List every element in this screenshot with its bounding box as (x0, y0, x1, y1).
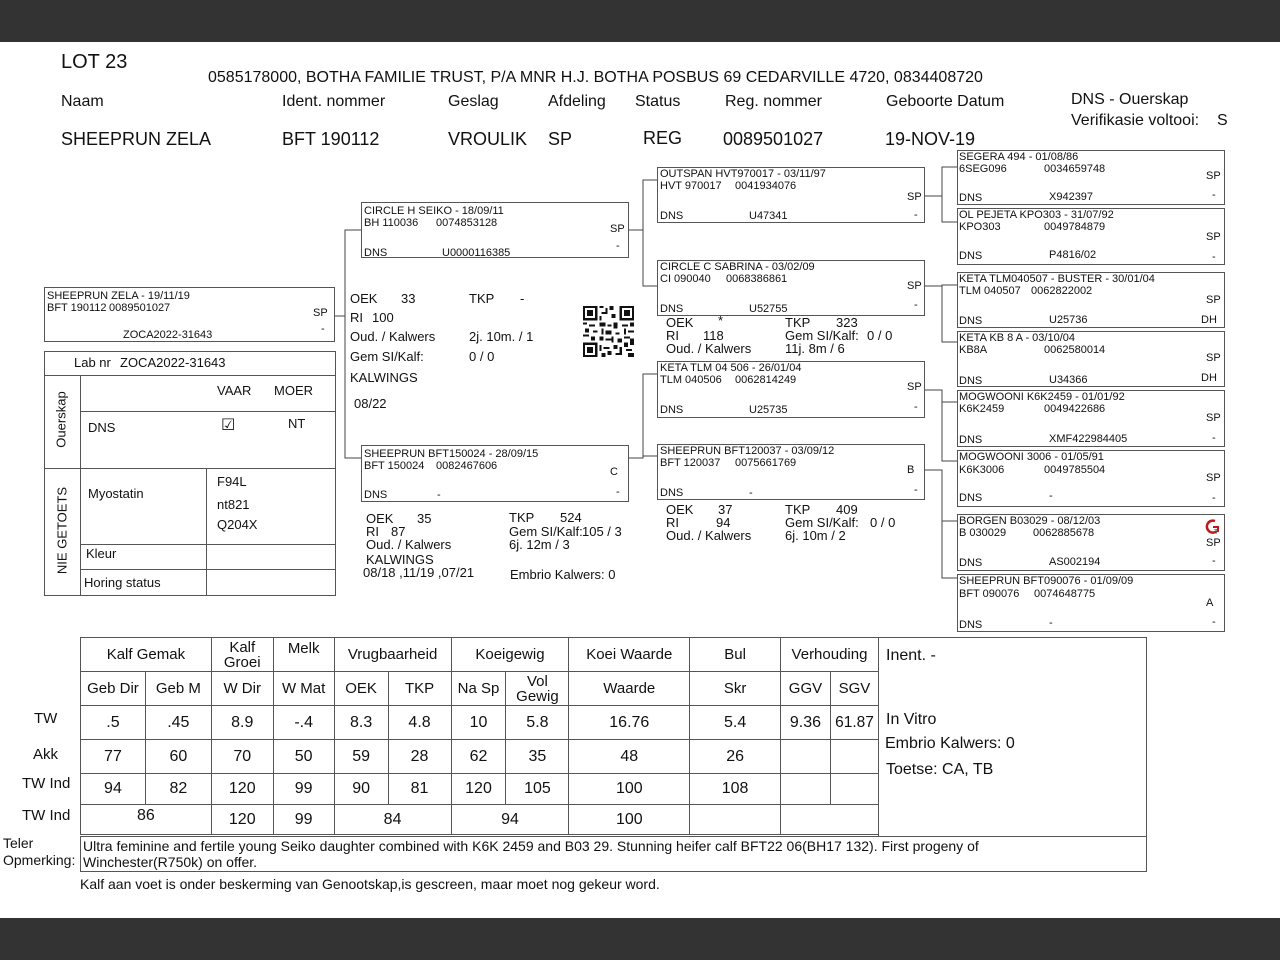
ggp-dash: - (1212, 492, 1216, 504)
table-row (81, 774, 879, 805)
ggp-dns-label: DNS (959, 192, 983, 204)
cell: 105 (506, 774, 569, 805)
lab-panel (44, 351, 336, 596)
row-label-tw-ind: TW Ind (22, 775, 71, 792)
col-ggv: GGV (781, 672, 831, 706)
sire-afdeling: SP (610, 223, 625, 235)
gp-afdeling: B (907, 464, 915, 476)
cell: 77 (81, 740, 146, 774)
gp-dns: U47341 (749, 210, 788, 222)
header-naam: Naam (61, 93, 104, 110)
cell: 5.8 (506, 706, 569, 740)
cell: 48 (569, 740, 690, 774)
col-oek: OEK (334, 672, 388, 706)
great-grandparent-box (957, 272, 1225, 328)
lot-number: LOT 23 (61, 51, 128, 73)
ggp-dns: AS002194 (1049, 556, 1101, 568)
cell: 86 (81, 805, 212, 835)
ggp-ident: KB8A (959, 344, 988, 356)
col-waarde: Waarde (569, 672, 690, 706)
granddam-ri: 94 (716, 515, 731, 530)
ggp-dns: XMF422984405 (1049, 433, 1128, 445)
great-grandparent-box (957, 390, 1225, 447)
ggp-afdeling: SP (1206, 231, 1221, 243)
gp-reg: 0062814249 (735, 374, 797, 386)
ggp-reg: 0034659748 (1044, 163, 1106, 175)
footer-note: Kalf aan voet is onder beskerming van Genootskap,is gescreen, maar moet nog gekeur word. (80, 876, 660, 892)
vaar-dns-checkbox: ☑ (221, 417, 236, 434)
remark-text-line-1: Ultra feminine and fertile young Seiko daughter combined with K6K 2459 and B03 29. Stunning heifer calf BFT22 06(BH17 132). First progeny of (83, 838, 979, 854)
dam-oud-label: Oud. / Kalwers (366, 537, 452, 552)
col-w-mat: W Mat (273, 672, 334, 706)
sire-dns-label: DNS (364, 247, 388, 259)
granddam-tkp-label: TKP (785, 502, 811, 517)
ggp-dns: - (1049, 490, 1053, 502)
myostatin-value-2: nt821 (217, 497, 250, 512)
ggp-dash: - (1212, 432, 1216, 444)
group-verhouding: Verhouding (781, 638, 879, 672)
group-melk: Melk (273, 638, 334, 672)
ggp-dash: - (1212, 189, 1216, 201)
cell: 62 (451, 740, 506, 774)
self-lab: ZOCA2022-31643 (123, 329, 213, 341)
kleur-label: Kleur (86, 546, 117, 561)
sire-box (361, 202, 629, 258)
ggp-dash: DH (1201, 314, 1217, 326)
breeder-logo-icon (1204, 519, 1222, 535)
nie-getoets-label: NIE GETOETS (54, 486, 70, 575)
dam-title: SHEEPRUN BFT150024 - 28/09/15 (364, 448, 539, 460)
dam-dns: - (437, 489, 441, 501)
ggp-dns-label: DNS (959, 492, 983, 504)
sabrina-ri-label: RI (666, 328, 679, 343)
ggp-ident: KPO303 (959, 221, 1001, 233)
self-ri: 100 (372, 310, 394, 325)
self-oek: 33 (401, 291, 416, 306)
gp-title: OUTSPAN HVT970017 - 03/11/97 (660, 168, 826, 180)
ggp-dns: P4816/02 (1049, 249, 1097, 261)
great-grandparent-box (957, 450, 1225, 507)
animal-status: REG (643, 128, 683, 148)
ggp-afdeling: SP (1206, 537, 1221, 549)
toetse-text: Toetse: CA, TB (886, 761, 994, 778)
header-verifikasie: Verifikasie voltooi: (1071, 112, 1200, 129)
ggp-afdeling: A (1206, 597, 1214, 609)
sabrina-oek-label: OEK (666, 315, 694, 330)
ggp-title: MOGWOONI K6K2459 - 01/01/92 (959, 391, 1125, 403)
great-grandparent-box (957, 331, 1225, 387)
cell: 16.76 (569, 706, 690, 740)
ggp-dns-label: DNS (959, 315, 983, 327)
cell: .45 (145, 706, 211, 740)
cell (830, 774, 878, 805)
great-grandparent-box (957, 150, 1225, 205)
sabrina-tkp: 323 (836, 315, 858, 330)
ggp-dns-label: DNS (959, 434, 983, 446)
sabrina-oud-label: Oud. / Kalwers (666, 341, 752, 356)
self-oud: 2j. 10m. / 1 (469, 329, 534, 344)
grandparent-box (657, 260, 925, 316)
dam-afdeling: C (610, 466, 618, 478)
group-koei-waarde: Koei Waarde (569, 638, 690, 672)
side-info-box (878, 637, 1147, 837)
sire-title: CIRCLE H SEIKO - 18/09/11 (364, 205, 504, 217)
cell: 61.87 (830, 706, 878, 740)
sabrina-gem: 0 / 0 (867, 328, 893, 343)
self-dash: - (321, 323, 325, 335)
ouerskap-label: Ouerskap (53, 391, 69, 448)
cell: 35 (506, 740, 569, 774)
col-skr: Skr (690, 672, 781, 706)
cell: 84 (334, 805, 451, 835)
cell: 94 (81, 774, 146, 805)
header-reg: Reg. nommer (725, 93, 822, 110)
ggp-afdeling: SP (1206, 170, 1221, 182)
dns-label: DNS (88, 420, 116, 435)
gp-afdeling: SP (907, 191, 922, 203)
dam-gem-label: Gem SI/Kalf: (509, 524, 583, 539)
dam-ri-label: RI (366, 524, 379, 539)
gp-ident: TLM 040506 (660, 374, 722, 386)
ggp-title: KETA KB 8 A - 03/10/04 (959, 332, 1075, 344)
ggp-reg: 0062822002 (1031, 285, 1093, 297)
gp-title: CIRCLE C SABRINA - 03/02/09 (660, 261, 815, 273)
self-oek-label: OEK (350, 291, 378, 306)
ggp-title: OL PEJETA KPO303 - 31/07/92 (959, 209, 1114, 221)
cell: 50 (273, 740, 334, 774)
sabrina-gem-label: Gem SI/Kalf: (785, 328, 859, 343)
gp-dns-label: DNS (660, 303, 684, 315)
cell: 99 (273, 805, 334, 835)
animal-afdeling: SP (548, 129, 573, 149)
ggp-ident: BFT 090076 (959, 588, 1020, 600)
ggp-dns: U34366 (1049, 374, 1088, 386)
sabrina-tkp-label: TKP (785, 315, 811, 330)
group-bul: Bul (690, 638, 781, 672)
gp-title: SHEEPRUN BFT120037 - 03/09/12 (660, 445, 835, 457)
dam-oud: 6j. 12m / 3 (509, 537, 570, 552)
ggp-reg: 0074648775 (1034, 588, 1096, 600)
granddam-ri-label: RI (666, 515, 679, 530)
lab-value: ZOCA2022-31643 (120, 355, 226, 370)
gp-dns-label: DNS (660, 487, 684, 499)
animal-name: SHEEPRUN ZELA (61, 129, 212, 149)
myostatin-label: Myostatin (88, 486, 144, 501)
self-oud-label: Oud. / Kalwers (350, 329, 436, 344)
cell: 90 (334, 774, 388, 805)
horing-label: Horing status (84, 575, 161, 590)
cell: 10 (451, 706, 506, 740)
remark-text-line-2: Winchester(R750k) on offer. (83, 854, 258, 870)
granddam-gem: 0 / 0 (870, 515, 896, 530)
gp-reg: 0041934076 (735, 180, 797, 192)
animal-ident: BFT 190112 (282, 129, 380, 149)
sire-dns: U0000116385 (442, 247, 511, 259)
self-gem: 0 / 0 (469, 349, 495, 364)
ggp-ident: B 030029 (959, 527, 1007, 539)
ggp-title: BORGEN B03029 - 08/12/03 (959, 515, 1101, 527)
grandparent-box (657, 167, 925, 223)
cell: -.4 (273, 706, 334, 740)
ebv-table (80, 637, 879, 835)
cell: 100 (569, 805, 690, 835)
cell: .5 (81, 706, 146, 740)
dam-reg: 0082467606 (436, 460, 498, 472)
ggp-afdeling: SP (1206, 472, 1221, 484)
cell: 70 (211, 740, 273, 774)
gp-reg: 0075661769 (735, 457, 797, 469)
row-label-tw: TW (34, 710, 58, 727)
self-reg: 0089501027 (109, 302, 171, 314)
granddam-gem-label: Gem SI/Kalf: (785, 515, 859, 530)
gp-afdeling: SP (907, 280, 922, 292)
myostatin-value-3: Q204X (217, 517, 258, 532)
self-gem-label: Gem SI/Kalf: (350, 349, 424, 364)
animal-reg: 0089501027 (723, 129, 824, 149)
cell: 100 (569, 774, 690, 805)
cell: 82 (145, 774, 211, 805)
dam-dash: - (616, 486, 620, 498)
ggp-reg: 0062885678 (1033, 527, 1095, 539)
dam-embrio: Embrio Kalwers: 0 (510, 567, 616, 582)
svg-text:T: T (1214, 529, 1219, 535)
myostatin-value-1: F94L (217, 474, 247, 489)
cell: 120 (211, 805, 273, 835)
table-row (81, 706, 879, 740)
in-vitro-text: In Vitro (886, 711, 937, 728)
self-box (44, 287, 335, 342)
vaar-label: VAAR (217, 383, 252, 398)
header-dns-ouerskap: DNS - Ouerskap (1071, 91, 1189, 108)
dam-gem: 105 / 3 (582, 524, 622, 539)
embrio-text: Embrio Kalwers: 0 (885, 735, 1015, 752)
gp-ident: HVT 970017 (660, 180, 722, 192)
moer-dns-value: NT (288, 416, 306, 431)
self-tkp-label: TKP (469, 291, 495, 306)
sire-dash: - (616, 240, 620, 252)
lab-label: Lab nr (74, 355, 111, 370)
cell: 8.3 (334, 706, 388, 740)
cell: 81 (388, 774, 451, 805)
great-grandparent-box (957, 574, 1225, 632)
dam-oek-label: OEK (366, 511, 394, 526)
dam-tkp-label: TKP (509, 510, 535, 525)
cell: 28 (388, 740, 451, 774)
sire-ident: BH 110036 (364, 217, 419, 229)
ggp-dash: - (1212, 251, 1216, 263)
great-grandparent-box (957, 514, 1225, 571)
ggp-reg: 0049785504 (1044, 464, 1106, 476)
ggp-reg: 0062580014 (1044, 344, 1106, 356)
row-label-akk: Akk (33, 746, 59, 763)
col-na-sp: Na Sp (451, 672, 506, 706)
ggp-afdeling: SP (1206, 352, 1221, 364)
cell: 99 (273, 774, 334, 805)
granddam-oek-label: OEK (666, 502, 694, 517)
ggp-dns-label: DNS (959, 557, 983, 569)
gp-dns: U52755 (749, 303, 788, 315)
granddam-oek: 37 (718, 502, 733, 517)
cell (690, 805, 781, 835)
cell (830, 740, 878, 774)
cell (781, 774, 831, 805)
ggp-dns-label: DNS (959, 619, 983, 631)
ggp-dash: - (1212, 616, 1216, 628)
ggp-title: MOGWOONI 3006 - 01/05/91 (959, 451, 1104, 463)
dam-ident: BFT 150024 (364, 460, 425, 472)
cell: 8.9 (211, 706, 273, 740)
ggp-reg: 0049784879 (1044, 221, 1106, 233)
col-w-dir: W Dir (211, 672, 273, 706)
ggp-ident: 6SEG096 (959, 163, 1007, 175)
dam-kalwings: 08/18 ,11/19 ,07/21 (363, 565, 475, 580)
cell: 120 (451, 774, 506, 805)
sabrina-oek: * (718, 313, 724, 328)
gp-dns-label: DNS (660, 210, 684, 222)
header-geslag: Geslag (448, 93, 499, 110)
verifikasie-value: S (1217, 112, 1228, 129)
cell: 5.4 (690, 706, 781, 740)
self-kalwings: 08/22 (354, 396, 387, 411)
animal-geslag: VROULIK (448, 129, 528, 149)
header-ident: Ident. nommer (282, 93, 386, 110)
dam-dns-label: DNS (364, 489, 388, 501)
ggp-dns: - (1049, 617, 1053, 629)
moer-label: MOER (274, 383, 313, 398)
ggp-dns-label: DNS (959, 250, 983, 262)
ggp-afdeling: SP (1206, 412, 1221, 424)
dam-kalwings-label: KALWINGS (366, 552, 434, 567)
col-sgv: SGV (830, 672, 878, 706)
gp-dns: U25735 (749, 404, 788, 416)
grandparent-box (657, 361, 925, 418)
ggp-dns: X942397 (1049, 191, 1094, 203)
animal-geboorte: 19-NOV-19 (885, 129, 976, 149)
col-tkp: TKP (388, 672, 451, 706)
qr-code-icon (582, 306, 635, 357)
cell: 26 (690, 740, 781, 774)
remark-label-opmerking: Opmerking: (3, 852, 76, 868)
group-koeigewig: Koeigewig (451, 638, 569, 672)
table-row (81, 805, 879, 835)
ggp-title: SEGERA 494 - 01/08/86 (959, 151, 1079, 163)
granddam-tkp: 409 (836, 502, 858, 517)
cell: 4.8 (388, 706, 451, 740)
ggp-ident: K6K3006 (959, 464, 1005, 476)
granddam-oud-label: Oud. / Kalwers (666, 528, 752, 543)
self-ident: BFT 190112 (47, 302, 107, 314)
self-kalwings-label: KALWINGS (350, 370, 418, 385)
great-grandparent-box (957, 208, 1225, 265)
cell: 60 (145, 740, 211, 774)
gp-dash: - (914, 209, 918, 221)
row-label-tw-ind-2: TW Ind (22, 807, 71, 824)
cell (781, 805, 879, 835)
ggp-afdeling: SP (1206, 294, 1221, 306)
header-afdeling: Afdeling (548, 93, 606, 110)
grandparent-box (657, 444, 925, 500)
header-status: Status (635, 93, 681, 110)
ggp-dash: DH (1201, 372, 1217, 384)
col-vol-gewig: Vol Gewig (506, 672, 569, 706)
inent-text: Inent. - (886, 647, 936, 664)
gp-title: KETA TLM 04 506 - 26/01/04 (660, 362, 802, 374)
granddam-oud: 6j. 10m / 2 (785, 528, 846, 543)
sire-reg: 0074853128 (436, 217, 498, 229)
self-ri-label: RI (350, 310, 363, 325)
cell: 59 (334, 740, 388, 774)
ggp-dns-label: DNS (959, 375, 983, 387)
ggp-ident: K6K2459 (959, 403, 1005, 415)
gp-dns: - (749, 487, 753, 499)
owner-line: 0585178000, BOTHA FAMILIE TRUST, P/A MNR H.J. BOTHA POSBUS 69 CEDARVILLE 4720, 0834408720 (208, 69, 983, 86)
gp-dash: - (914, 484, 918, 496)
group-vrugbaarheid: Vrugbaarheid (334, 638, 451, 672)
group-kalf-groei: Kalf Groei (211, 638, 273, 672)
self-tkp: - (520, 291, 525, 306)
dam-tkp: 524 (560, 510, 582, 525)
dam-ri: 87 (391, 524, 406, 539)
gp-ident: BFT 120037 (660, 457, 721, 469)
cell: 94 (451, 805, 569, 835)
col-geb-dir: Geb Dir (81, 672, 146, 706)
table-row (81, 740, 879, 774)
sabrina-oud: 11j. 8m / 6 (785, 341, 845, 356)
gp-ident: CI 090040 (660, 273, 711, 285)
dam-oek: 35 (417, 511, 432, 526)
ggp-title: KETA TLM040507 - BUSTER - 30/01/04 (959, 273, 1155, 285)
sabrina-ri: 118 (703, 328, 724, 343)
ggp-ident: TLM 040507 (959, 285, 1021, 297)
header-geboorte: Geboorte Datum (886, 93, 1005, 110)
cell: 108 (690, 774, 781, 805)
self-title: SHEEPRUN ZELA - 19/11/19 (47, 290, 190, 302)
remark-box (80, 836, 1147, 872)
cell: 9.36 (781, 706, 831, 740)
remark-label-teler: Teler (3, 835, 34, 851)
ggp-dash: - (1212, 555, 1216, 567)
ggp-reg: 0049422686 (1044, 403, 1106, 415)
cell (781, 740, 831, 774)
col-geb-m: Geb M (145, 672, 211, 706)
self-afdeling: SP (313, 307, 328, 319)
cell: 120 (211, 774, 273, 805)
gp-dns-label: DNS (660, 404, 684, 416)
dam-box (361, 445, 629, 502)
gp-reg: 0068386861 (726, 273, 788, 285)
gp-afdeling: SP (907, 381, 922, 393)
group-kalf-gemak: Kalf Gemak (81, 638, 212, 672)
gp-dash: - (914, 299, 918, 311)
ggp-dns: U25736 (1049, 314, 1088, 326)
ggp-title: SHEEPRUN BFT090076 - 01/09/09 (959, 575, 1134, 587)
gp-dash: - (914, 401, 918, 413)
